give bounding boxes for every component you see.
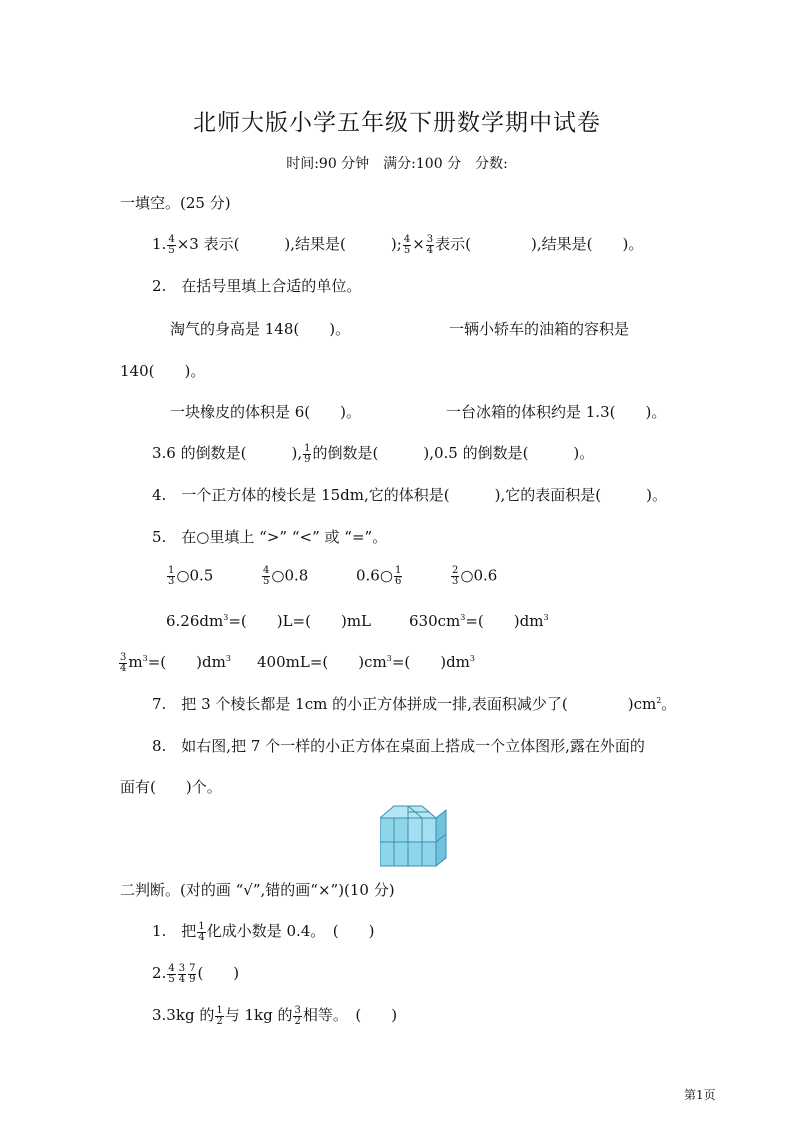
judge-question-2: 2. $\frac{4}{5}$ $\frac{3}{4}$ $\frac{7}{9}$ ( ) — [152, 962, 240, 985]
question-6d: 400mL=( )$cm^3=$( )$dm^3$ — [257, 653, 476, 671]
fraction: $\frac{4}{5}$ — [403, 233, 411, 256]
question-2b: 一辆小轿车的油箱的容积是 — [449, 320, 630, 338]
fraction: $\frac{3}{4}$ — [426, 233, 434, 256]
question-3: 3.6 的倒数是( ), $\frac{1}{9}$ 的倒数是( ),0.5 的倒数是( )。 — [152, 442, 595, 465]
question-2: 2. 在括号里填上合适的单位。 — [152, 277, 362, 295]
compare-item-2: $\frac{4}{5}$ ○0.8 — [263, 565, 309, 587]
question-2d: 一台冰箱的体积约是 1.3( )。 — [446, 403, 667, 421]
question-8-cont: 面有( )个。 — [120, 778, 222, 796]
question-1: 1. $\frac{4}{5}$ ×3 表示( ),结果是( ); $\frac{4}{5}$ × $\frac{3}{4}$ 表示( ),结果是( )。 — [152, 233, 644, 256]
page-title: 北师大版小学五年级下册数学期中试卷 — [193, 110, 601, 136]
question-8: 8. 如右图,把 7 个一样的小正方体在桌面上搭成一个立体图形,露在外面的 — [152, 737, 645, 755]
question-6b: $630cm^3=$( )$dm^3$ — [409, 612, 549, 630]
fraction: $\frac{1}{2}$ — [216, 1004, 223, 1027]
question-5: 5. 在○里填上 “>” “<” 或 “=”。 — [152, 528, 388, 546]
question-6c: $\frac{3}{4}$ $m^3=$( )$dm^3$ — [120, 651, 231, 674]
section1-heading: 一填空。(25 分) — [120, 194, 231, 212]
q1-number: 1. — [152, 235, 167, 253]
judge-question-1: 1. 把 $\frac{1}{4}$ 化成小数是 0.4。 ( ) — [152, 920, 375, 943]
fraction: $\frac{3}{4}$ — [178, 962, 186, 985]
fraction: $\frac{3}{2}$ — [294, 1004, 301, 1027]
fraction: $\frac{4}{5}$ — [263, 565, 270, 587]
fraction: $\frac{4}{5}$ — [168, 962, 175, 985]
exam-info: 时间:90 分钟 满分:100 分 分数: — [286, 156, 508, 172]
judge-question-3: 3.3kg 的 $\frac{1}{2}$ 与 1kg 的 $\frac{3}{2}$ 相等。 ( ) — [152, 1004, 398, 1027]
question-2c: 一块橡皮的体积是 6( )。 — [170, 403, 362, 421]
question-7: 7. 把 3 个棱长都是 1cm 的小正方体拼成一排,表面积减少了( )$cm^2$。 — [152, 695, 677, 713]
section2-heading: 二判断。(对的画 “√”,错的画“×”)(10 分) — [120, 881, 395, 899]
question-6a: $6.26dm^3=$( )L=( )mL — [166, 612, 372, 630]
compare-item-3: 0.6○ $\frac{1}{6}$ — [356, 565, 402, 587]
question-2a: 淘气的身高是 148( )。 — [170, 320, 351, 338]
fraction: $\frac{7}{9}$ — [189, 962, 196, 985]
compare-item-1: $\frac{1}{3}$ ○0.5 — [168, 565, 214, 587]
page-number: 第1页 — [684, 1088, 716, 1102]
fraction: $\frac{3}{4}$ — [120, 651, 127, 674]
question-2b-cont: 140( )。 — [120, 362, 206, 380]
question-4: 4. 一个正方体的棱长是 15dm,它的体积是( ),它的表面积是( )。 — [152, 486, 667, 504]
compare-item-4: $\frac{2}{3}$ ○0.6 — [452, 565, 498, 587]
fraction: $\frac{1}{3}$ — [168, 565, 175, 587]
stacked-cubes-figure — [380, 802, 448, 868]
fraction: $\frac{2}{3}$ — [452, 565, 459, 587]
fraction: $\frac{1}{9}$ — [304, 442, 311, 465]
fraction: $\frac{1}{6}$ — [394, 565, 402, 587]
fraction: $\frac{1}{4}$ — [198, 920, 205, 943]
fraction: $\frac{4}{5}$ — [168, 233, 175, 256]
